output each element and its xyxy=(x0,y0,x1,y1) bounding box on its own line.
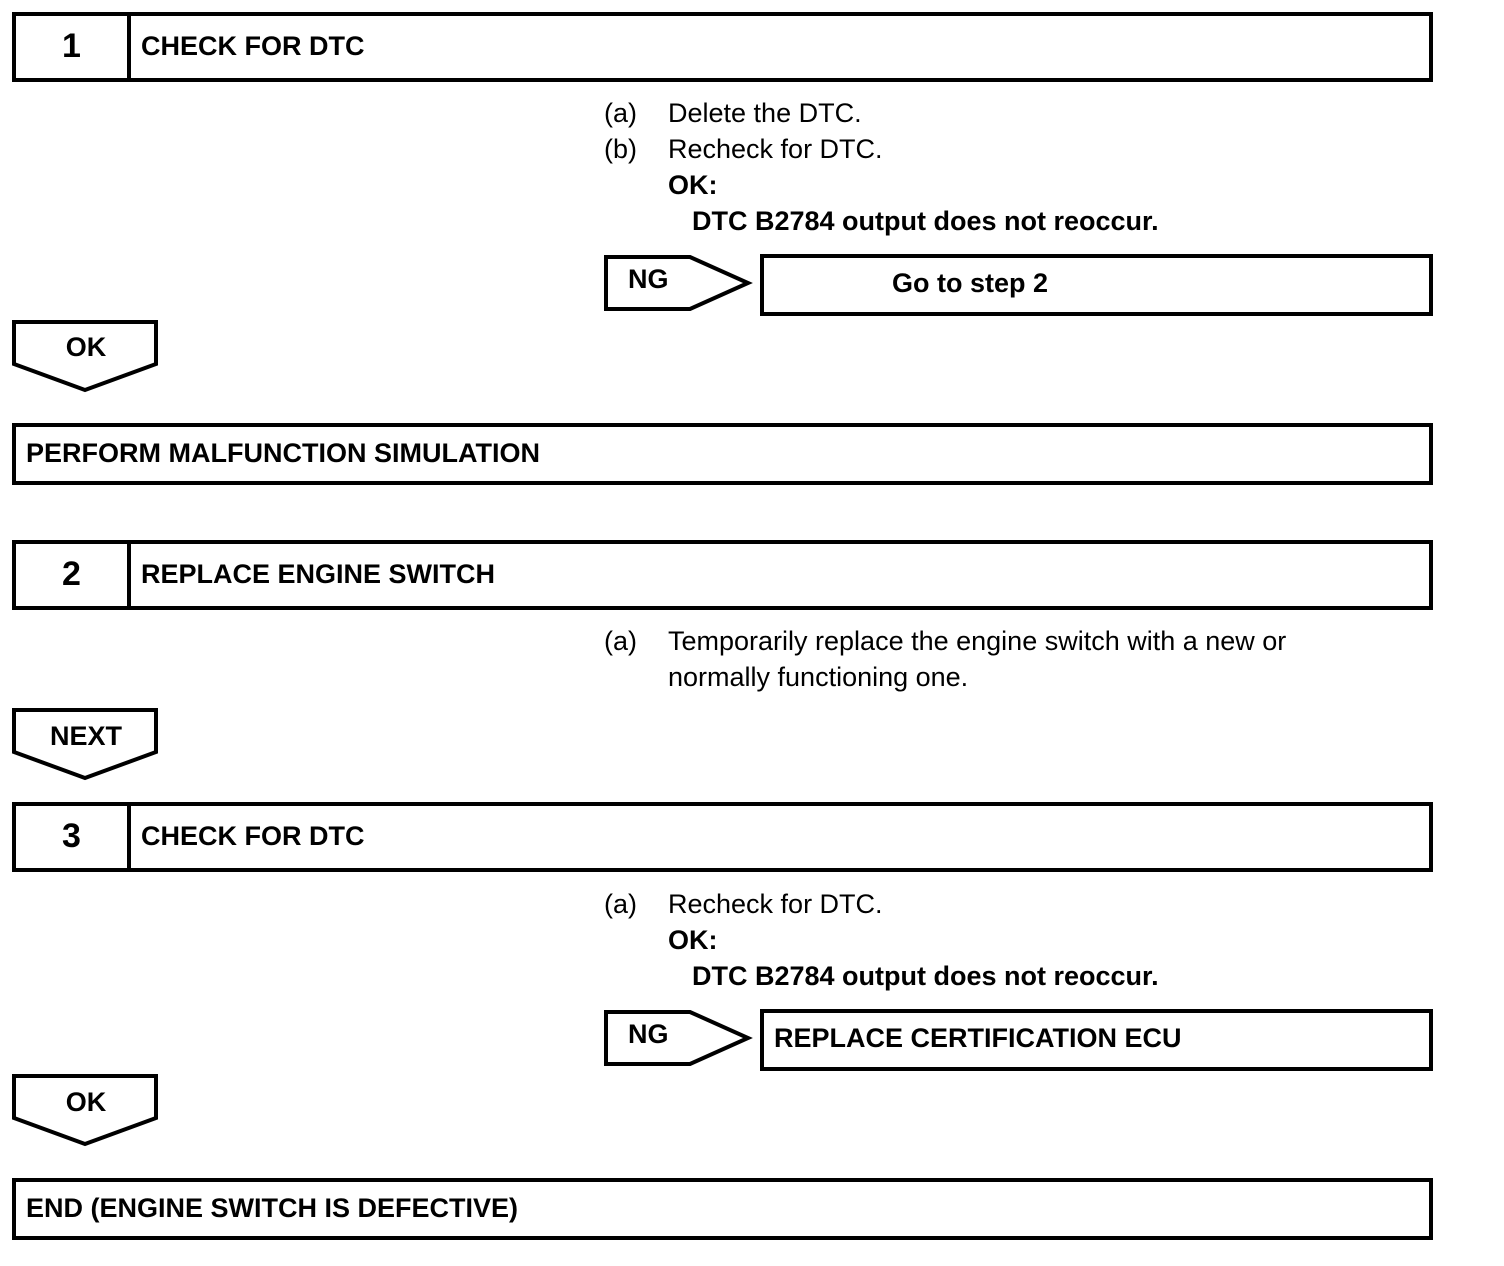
step-3-item-a-marker: (a) xyxy=(604,889,637,919)
end-title: END (ENGINE SWITCH IS DEFECTIVE) xyxy=(26,1193,519,1223)
step-3-ng-result: REPLACE CERTIFICATION ECU xyxy=(774,1023,1182,1053)
ng-arrow-icon xyxy=(604,255,754,311)
step-3-ng-label: NG xyxy=(628,1019,669,1049)
step-1-item-b-marker: (b) xyxy=(604,134,637,164)
step-3-item-a-text: Recheck for DTC. xyxy=(668,889,883,919)
step-1-ng-label: NG xyxy=(628,264,669,294)
step-2-number: 2 xyxy=(16,544,131,606)
step-2-title: REPLACE ENGINE SWITCH xyxy=(141,559,496,589)
step-3-ok-criteria: DTC B2784 output does not reoccur. xyxy=(692,961,1159,991)
end-box xyxy=(12,1178,1433,1240)
step-1-ok-label: OK: xyxy=(668,170,718,200)
step-1-ok-criteria: DTC B2784 output does not reoccur. xyxy=(692,206,1159,236)
simulation-title: PERFORM MALFUNCTION SIMULATION xyxy=(26,438,540,468)
step-2-item-a-marker: (a) xyxy=(604,626,637,656)
step-1-header xyxy=(12,12,1433,82)
step-3-title: CHECK FOR DTC xyxy=(141,821,365,851)
step-1-item-b-text: Recheck for DTC. xyxy=(668,134,883,164)
step-1-ng-result: Go to step 2 xyxy=(892,268,1049,298)
step-1-item-a-marker: (a) xyxy=(604,98,637,128)
step-2-item-a-text-cont: normally functioning one. xyxy=(668,662,969,692)
step-1-title: CHECK FOR DTC xyxy=(141,31,365,61)
step-3-ok-down-label: OK xyxy=(65,1087,107,1117)
step-1-number: 1 xyxy=(16,16,131,78)
step-1-ng-result-box xyxy=(760,254,1433,316)
step-1-item-a-text: Delete the DTC. xyxy=(668,98,862,128)
step-3-header xyxy=(12,802,1433,872)
step-2-item-a-text: Temporarily replace the engine switch with a new or xyxy=(668,626,1287,656)
step-3-number: 3 xyxy=(16,806,131,868)
simulation-box xyxy=(12,423,1433,485)
step-2-header xyxy=(12,540,1433,610)
ng-arrow-icon xyxy=(604,1010,754,1066)
step-3-ok-label: OK: xyxy=(668,925,718,955)
step-1-ok-down-label: OK xyxy=(65,332,107,362)
step-3-ng-result-box xyxy=(760,1009,1433,1071)
step-2-next-label: NEXT xyxy=(49,721,122,751)
